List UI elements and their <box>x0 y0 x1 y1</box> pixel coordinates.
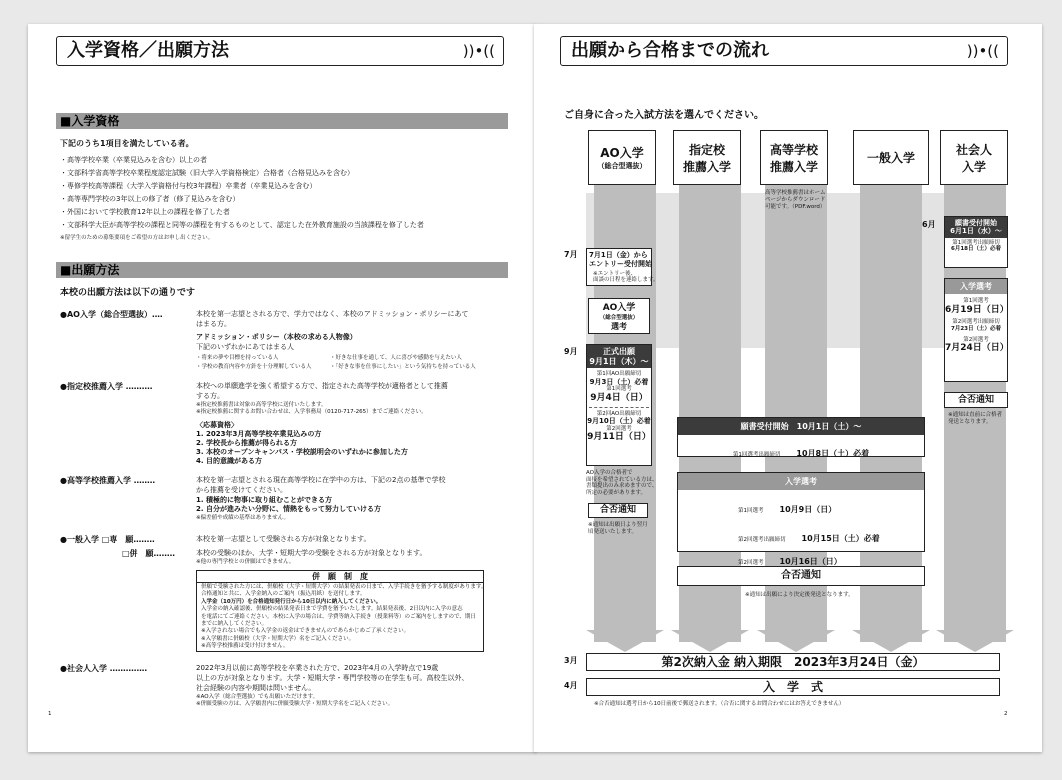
page-number: 1 <box>48 711 52 717</box>
designated-school-label: ●指定校推薦入学 ‥‥‥‥‥ <box>60 382 153 391</box>
adult-pass-notice: 合否通知 <box>944 392 1008 408</box>
column-head-adult: 社会人 入学 <box>940 130 1008 185</box>
designated-req: 4. 目的意識がある方 <box>196 457 262 465</box>
middle-pass-note: ※通知は出願により決定後発送となります。 <box>745 592 854 598</box>
combined-system-body <box>197 583 487 652</box>
general-label: ●一般入学 □専 願‥‥‥‥ <box>60 535 155 544</box>
column-head-highschool: 高等学校 推薦入学 <box>760 130 828 185</box>
section-application-method: ■出願方法 <box>56 262 508 278</box>
combined-system-line: までに納入してください。 <box>201 621 268 628</box>
general-combined-desc: 本校の受験のほか、大学・短期大学の受験をされる方が対象となります。 <box>196 549 427 557</box>
designated-note: ※指定校推薦に関するお問い合わせは、入学事務局（0120-717-265）までご連絡ください。 <box>196 409 427 415</box>
combined-system-title: 併 願 制 度 <box>197 571 483 583</box>
highschool-req: 2. 自分が進みたい分野に、情熱をもって努力していける方 <box>196 505 381 513</box>
qualification-item: ・文部科学大臣が高等学校の課程と同等の課程を有するものとして、認定した在外教育施設の当該課程を修了した者 <box>60 221 424 229</box>
highschool-note: ※偏差値や成績の基準はありません。 <box>196 515 289 521</box>
month-sep: 9月 <box>564 347 578 356</box>
qualification-item: ・外国において学校教育12年以上の課程を修了した者 <box>60 208 230 216</box>
designated-req-title: 〈応募資格〉 <box>196 421 238 429</box>
middle-application-box: 願書受付開始 10月1日（土）〜 第1回選考出願締切 10月8日（土）必着 <box>677 417 925 457</box>
ao-label: ●AO入学（総合型選抜）‥‥ <box>60 310 163 319</box>
ao-formal-box: 正式出願 9月1日（木）〜 第1回AO出願締切 9月3日（土）必着 第1回選考 9月4日（日） 第2回AO出願締切 9月10日（土）必着 第2回選考 9月11日（日） <box>586 344 652 466</box>
month-jun: 6月 <box>922 220 936 229</box>
qualification-item: ・文部科学省高等学校卒業程度認定試験（旧大学入学資格検定）合格者（合格見込みを含む） <box>60 169 354 177</box>
adult-label: ●社会人入学 ‥‥‥‥‥‥‥ <box>60 664 148 673</box>
combined-system-line: 合格通知と共に、入学金納入のご案内（振込用紙）を送付します。 <box>201 591 366 598</box>
adult-start-box: 願書受付開始 6月1日（水）〜 第1回選考出願締切 6月18日（土）必着 <box>944 216 1008 268</box>
adult-note: ※AO入学（総合型選抜）でも出願いただけます。 <box>196 694 319 700</box>
ao-point: ・将来の夢や目標を持っている人 <box>196 355 279 361</box>
section-entrance-qualification: ■入学資格 <box>56 113 508 129</box>
highschool-label: ●高等学校推薦入学 ‥‥‥‥ <box>60 476 156 485</box>
arrowhead <box>936 630 1014 652</box>
qualification-item: ・専修学校高等課程（大学入学資格付与校3年課程）卒業者（卒業見込みを含む） <box>60 182 317 190</box>
qualification-item: ※留学生のための募集要項をご希望の方はお申し出ください。 <box>60 235 214 241</box>
right-page-title: 出願から合格までの流れ ))•(( <box>560 36 1008 66</box>
qualification-list <box>60 154 424 245</box>
adult-desc: 2022年3月以前に高等学校を卒業された方で、2023年4月の入学時点で19歳 <box>196 664 439 672</box>
application-lead: 本校の出願方法は以下の通りです <box>60 288 196 298</box>
general-combined-label: □併 願‥‥‥‥ <box>122 549 175 558</box>
highschool-desc-1: 本校を第一志望とされる現在高等学校に在学中の方は、下記の2点の基準で学校 <box>196 476 446 484</box>
general-desc: 本校を第一志望として受験される方が対象となります。 <box>196 535 371 543</box>
month-mar: 3月 <box>564 656 578 665</box>
designated-desc-1: 本校への単願進学を強く希望する方で、指定された高等学校が適格者として推薦 <box>196 382 448 390</box>
qualification-item: ・高等専門学校の3年以上の修了者（修了見込みを含む） <box>60 195 240 203</box>
entrance-ceremony-bar: 入 学 式 <box>586 678 1000 696</box>
column-head-ao: AO入学 （総合型選抜） <box>588 130 656 185</box>
ao-point: ・好きな仕事を通して、人に喜びや感動を与えたい人 <box>330 355 462 361</box>
arrowhead <box>852 630 930 652</box>
highschool-desc-2: から推薦を受けてください。 <box>196 486 287 494</box>
ao-point: ・学校の教育内容や方針を十分理解している人 <box>196 364 312 370</box>
designated-req: 1. 2023年3月高等学校卒業見込みの方 <box>196 430 322 438</box>
ao-selection-box: AO入学 （総合型選抜） 選考 <box>588 298 650 334</box>
download-note: ページからダウンロード <box>765 197 826 203</box>
combined-system-line: 入学金（10万円）を合格通知発行日から10日以内に納入してください。 <box>201 598 382 605</box>
adult-note: ※併願受験の方は、入学願書内に併願受験大学・短期大学名をご記入ください。 <box>196 701 394 707</box>
general-combined-note: ※他の専門学校との併願はできません。 <box>196 559 295 565</box>
highschool-req: 1. 積極的に物事に取り組むことができる方 <box>196 496 332 504</box>
page-number: 2 <box>1004 711 1008 717</box>
middle-selection-box: 入学選考 第1回選考 10月9日（日） 第2回選考出願締切 10月15日（土）必着 第2回選考 10月16日（日） <box>677 472 925 552</box>
payment-deadline-bar: 第2次納入金 納入期限 2023年3月24日（金） <box>586 653 1000 671</box>
ao-policy-title: アドミッション・ポリシー（本校の求める人物像） <box>196 333 357 341</box>
ao-point: ・「好きな事を仕事にしたい」という気持ちを持っている人 <box>330 364 476 370</box>
footer-note: ※合否通知は選考日から10日前後で郵送されます。（合否に関するお問合わせにはお答えできません） <box>594 701 845 707</box>
qualification-item: ・高等学校卒業（卒業見込みを含む）以上の者 <box>60 156 207 164</box>
download-note: 高等学校推薦書はホーム <box>765 190 826 196</box>
left-page-title: 入学資格／出願方法 ))•(( <box>56 36 504 66</box>
month-apr: 4月 <box>564 681 578 690</box>
ao-note: AO入学の合格者で 面接を希望されている方は、 書類提出のみ求めますので、 所定の必要があります。 <box>586 470 658 496</box>
combined-system-line: ※入学されない場合でも入学金の返金はできませんのであらかじめご了承ください。 <box>201 628 410 635</box>
combined-system-line: ※入学願書に併願校（大学・短期大学）名をご記入ください。 <box>201 635 355 642</box>
column-head-general: 一般入学 <box>853 130 929 185</box>
ao-formal-header: 正式出願 9月1日（木）〜 <box>587 345 651 368</box>
month-jul: 7月 <box>564 250 578 259</box>
decoration-icon: ))•(( <box>462 42 495 60</box>
designated-req: 2. 学校長から推薦が得られる方 <box>196 439 297 447</box>
ao-desc-1: 本校を第一志望とされる方で、学力ではなく、本校のアドミッション・ポリシーにあて <box>196 310 469 318</box>
designated-req: 3. 本校のオープンキャンパス・学校説明会のいずれかに参加した方 <box>196 448 408 456</box>
adult-selection-box: 入学選考 第1回選考 6月19日（日） 第2回選考出願締切 7月23日（土）必着 第2回選考 7月24日（日） <box>944 278 1008 382</box>
adult-desc: 以上の方が対象となります。大学・短期大学・専門学校等の在学生も可。高校生以外、 <box>196 674 469 682</box>
ao-policy-lead: 下記のいずれかにあてはまる人 <box>196 343 294 351</box>
column-head-designated: 指定校 推薦入学 <box>673 130 741 185</box>
adult-arrow <box>944 130 1006 642</box>
download-note: 可能です。（PDF.word） <box>765 204 826 210</box>
ao-pass-notice: 合否通知 <box>588 503 648 518</box>
adult-pass-note: ※通知は直前に合格者 発送となります。 <box>948 412 1003 425</box>
ao-desc-2: はまる方。 <box>196 320 231 328</box>
arrowhead <box>757 630 835 652</box>
ao-pass-note: ※通知は出願日より翌月 頃発送いたします。 <box>588 522 648 535</box>
designated-note: ※指定校推薦書は対象の高等学校に送付いたします。 <box>196 402 327 408</box>
combined-system-line: 入学金の納入確認後、併願校の結果発表日まで学費を猶予いたします。結果発表後、2日以内に入学の意志 <box>201 606 463 613</box>
ao-entry-box: 7月1日（金）から エントリー受付開始 ※エントリー後、 面談の日程を連絡します。 <box>586 248 652 286</box>
arrowhead <box>671 630 749 652</box>
decoration-icon: ))•(( <box>966 42 999 60</box>
combined-system-line: を電話にてご連絡ください。本校に入学の場合は、学費等納入手続き（授業料等）のご案内をしますので、期日 <box>201 613 476 620</box>
middle-pass-notice: 合否通知 <box>677 566 925 586</box>
adult-desc: 社会経験の内容や期間は問いません。 <box>196 684 316 692</box>
combined-system-line: ※高等学校推薦は受け付けません。 <box>201 643 289 650</box>
qualification-lead: 下記のうち1項目を満たしている者。 <box>60 139 194 148</box>
combined-system-table <box>196 570 487 652</box>
flow-lead: ご自身に合った入試方法を選んでください。 <box>564 110 764 121</box>
arrowhead <box>586 630 664 652</box>
designated-desc-2: する方。 <box>196 392 224 400</box>
combined-system-line: 併願で受験された方には、併願校（大学・短期大学）の結果発表の日まで、入学手続きを猶予する制度があります。 <box>201 584 487 590</box>
